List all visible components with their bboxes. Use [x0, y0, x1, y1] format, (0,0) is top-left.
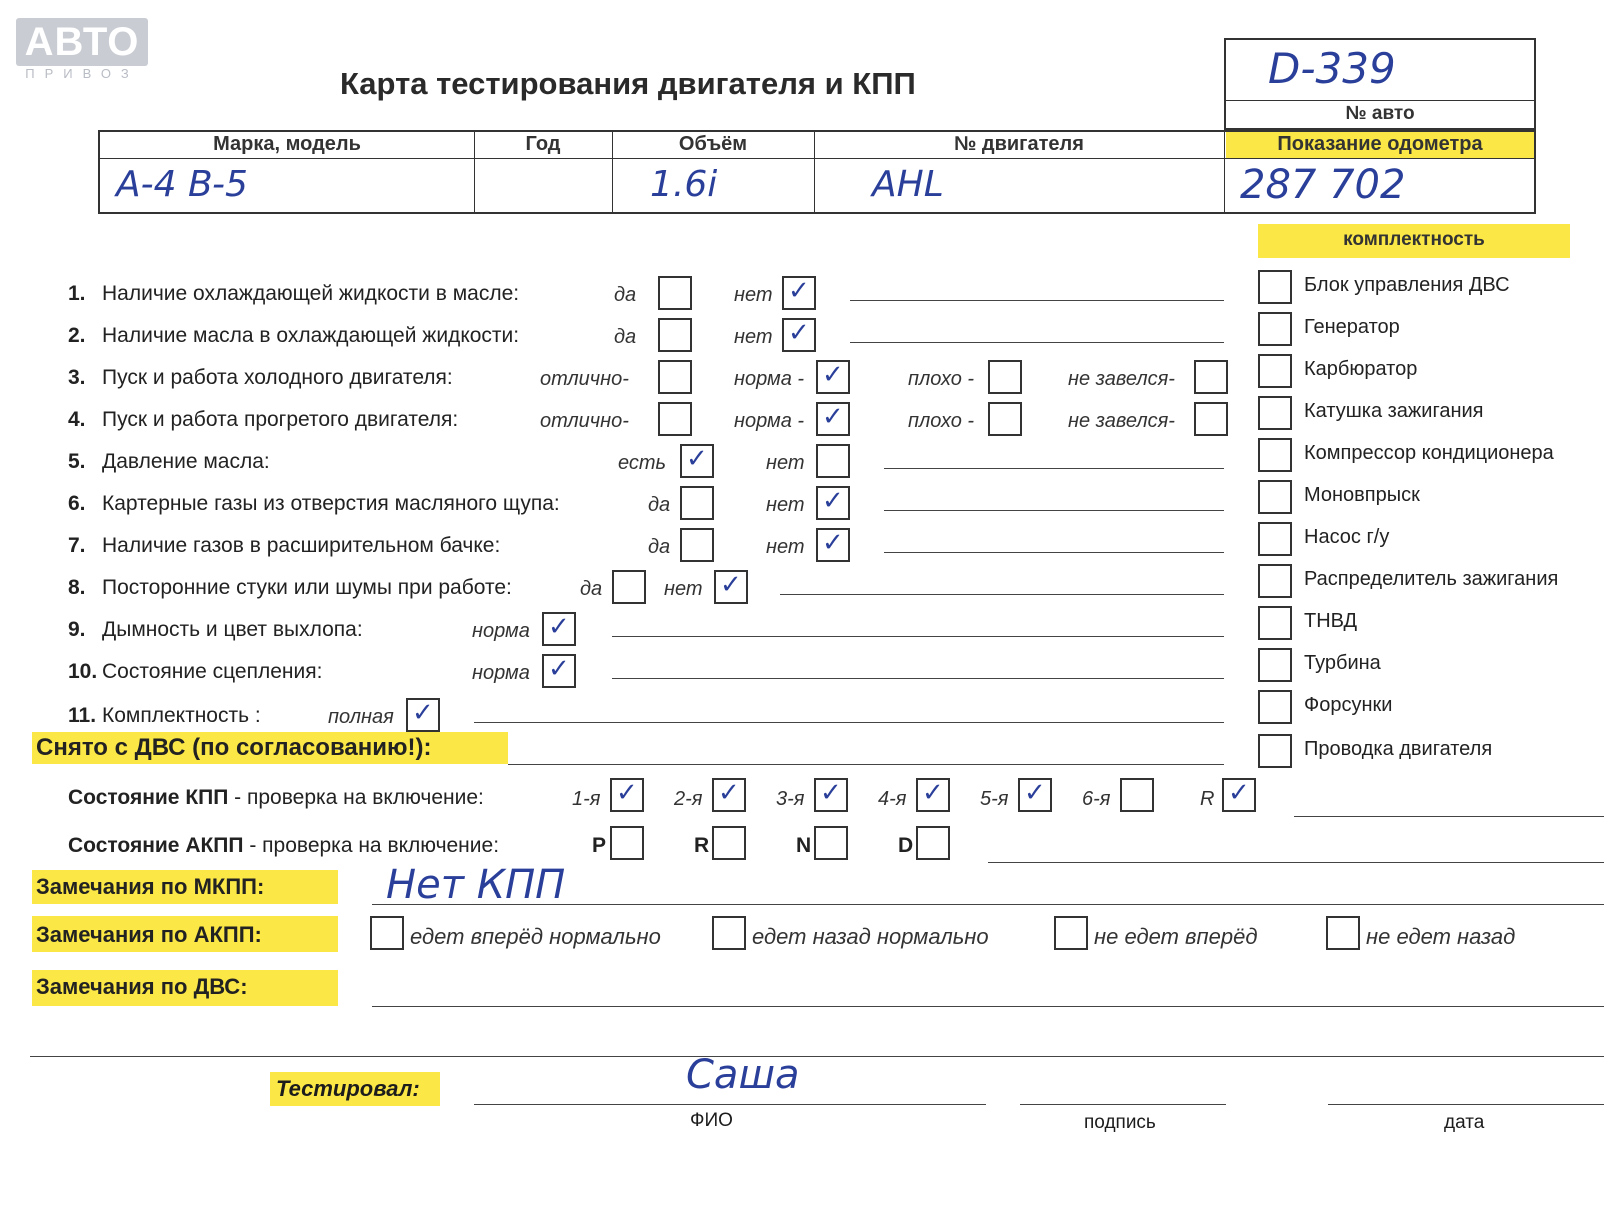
completeness-checkbox[interactable]	[1258, 396, 1292, 430]
tested-signature-name: Саша	[686, 1052, 800, 1098]
check-item-9	[68, 618, 363, 642]
check-text: Пуск и работа прогретого двигателя:	[102, 408, 459, 431]
check-item-7	[68, 534, 500, 558]
check-item-8	[68, 576, 512, 600]
dvs-remarks-label: Замечания по ДВС:	[36, 974, 248, 999]
check-option-checkbox[interactable]	[680, 444, 714, 478]
check-number: 6.	[68, 492, 86, 515]
logo-subtitle: ПРИВОЗ	[25, 66, 139, 81]
gear-label: 1-я	[572, 788, 601, 810]
col-volume: Объём	[678, 133, 748, 155]
completeness-item: Катушка зажигания	[1304, 400, 1484, 422]
check-line	[612, 678, 1224, 679]
check-option-checkbox[interactable]	[1194, 360, 1228, 394]
completeness-item: Блок управления ДВС	[1304, 274, 1510, 296]
completeness-title: комплектность	[1343, 229, 1485, 250]
logo: АВТО	[16, 18, 148, 66]
check-option-label: да	[614, 284, 637, 306]
gear-checkbox[interactable]	[712, 778, 746, 812]
model-value: A-4 B-5	[116, 164, 248, 205]
completeness-checkbox[interactable]	[1258, 690, 1292, 724]
check-option-checkbox[interactable]	[612, 570, 646, 604]
check-option-label: норма -	[734, 410, 805, 432]
akpp-mode-label: P	[592, 834, 607, 857]
dvs-line	[372, 1006, 1604, 1007]
check-option-checkbox[interactable]	[1194, 402, 1228, 436]
akpp-mode-checkbox[interactable]	[712, 826, 746, 860]
removed-line	[508, 764, 1224, 765]
check-option-checkbox[interactable]	[542, 612, 576, 646]
check-mark: ✓	[922, 778, 944, 808]
check-option-label: не завелся-	[1068, 410, 1175, 432]
gear-label: 5-я	[980, 788, 1009, 810]
check-option-label: да	[648, 536, 671, 558]
check-option-label: норма	[472, 662, 530, 684]
gear-checkbox[interactable]	[1120, 778, 1154, 812]
check-mark: ✓	[822, 486, 844, 516]
check-option-checkbox[interactable]	[680, 486, 714, 520]
check-number: 1.	[68, 282, 86, 305]
akpp-label-bold: Состояние АКПП	[68, 834, 244, 857]
completeness-item: Генератор	[1304, 316, 1400, 338]
check-mark: ✓	[822, 528, 844, 558]
check-mark: ✓	[822, 360, 844, 390]
completeness-checkbox[interactable]	[1258, 438, 1292, 472]
gear-checkbox[interactable]	[1222, 778, 1256, 812]
check-option-label: нет	[664, 578, 703, 600]
check-mark: ✓	[788, 318, 810, 348]
check-number: 7.	[68, 534, 86, 557]
check-mark: ✓	[412, 698, 434, 728]
check-item-4	[68, 408, 458, 432]
check-mark: ✓	[718, 778, 740, 808]
col-year: Год	[525, 133, 561, 155]
divider	[1226, 100, 1534, 101]
completeness-checkbox[interactable]	[1258, 354, 1292, 388]
completeness-checkbox[interactable]	[1258, 648, 1292, 682]
dvs-line-2	[30, 1056, 1604, 1057]
kpp-label-rest: - проверка на включение:	[228, 786, 484, 809]
fio-line	[474, 1104, 986, 1105]
check-option-checkbox[interactable]	[542, 654, 576, 688]
akpp-mode-label: N	[796, 834, 812, 857]
check-mark: ✓	[1228, 778, 1250, 808]
mkpp-line	[372, 904, 1604, 905]
check-line	[474, 722, 1224, 723]
completeness-item: Распределитель зажигания	[1304, 568, 1559, 590]
check-item-1	[68, 282, 519, 306]
check-number: 3.	[68, 366, 86, 389]
signature-caption: подпись	[1084, 1112, 1156, 1133]
check-option-label: нет	[766, 452, 805, 474]
signature-line	[1020, 1104, 1226, 1105]
auto-number-label: № авто	[1345, 103, 1415, 124]
check-option-checkbox[interactable]	[816, 360, 850, 394]
check-mark: ✓	[616, 778, 638, 808]
check-mark: ✓	[788, 276, 810, 306]
check-option-label: нет	[766, 536, 805, 558]
akpp-remark-label: не едет назад	[1366, 924, 1516, 949]
akpp-label	[68, 834, 499, 858]
check-option-checkbox[interactable]	[658, 318, 692, 352]
akpp-mode-checkbox[interactable]	[814, 826, 848, 860]
gear-checkbox[interactable]	[916, 778, 950, 812]
completeness-item: Форсунки	[1304, 694, 1393, 716]
check-option-checkbox[interactable]	[816, 528, 850, 562]
check-text: Наличие охлаждающей жидкости в масле:	[102, 282, 520, 305]
check-text: Пуск и работа холодного двигателя:	[102, 366, 453, 389]
check-text: Давление масла:	[102, 450, 270, 473]
check-item-2	[68, 324, 519, 348]
col-odometer: Показание одометра	[1277, 133, 1483, 155]
volume-value: 1.6i	[650, 164, 718, 205]
check-option-label: норма	[472, 620, 530, 642]
check-option-label: полная	[328, 706, 394, 728]
date-line	[1328, 1104, 1604, 1105]
check-option-checkbox[interactable]	[680, 528, 714, 562]
check-line	[850, 342, 1224, 343]
akpp-mode-label: R	[694, 834, 710, 857]
check-text: Состояние сцепления:	[102, 660, 323, 683]
check-number: 11.	[68, 704, 97, 727]
gear-label: 4-я	[878, 788, 907, 810]
check-number: 4.	[68, 408, 86, 431]
check-option-label: нет	[734, 326, 773, 348]
check-line	[884, 468, 1224, 469]
check-option-label: да	[614, 326, 637, 348]
akpp-remark-checkbox[interactable]	[1054, 916, 1088, 950]
divider	[1224, 132, 1225, 212]
check-option-label: да	[580, 578, 603, 600]
check-option-checkbox[interactable]	[658, 360, 692, 394]
check-option-label: отлично-	[540, 368, 629, 390]
check-text: Дымность и цвет выхлопа:	[102, 618, 363, 641]
check-mark: ✓	[548, 612, 570, 642]
check-mark: ✓	[822, 402, 844, 432]
akpp-remark-checkbox[interactable]	[370, 916, 404, 950]
divider	[100, 158, 1534, 159]
completeness-checkbox[interactable]	[1258, 734, 1292, 768]
check-option-checkbox[interactable]	[816, 486, 850, 520]
akpp-remark-label: едет назад нормально	[752, 924, 989, 949]
check-option-checkbox[interactable]	[816, 444, 850, 478]
check-text: Комплектность :	[102, 704, 261, 727]
akpp-remark-label: едет вперёд нормально	[410, 924, 661, 949]
odometer-value: 287 702	[1240, 162, 1406, 208]
completeness-checkbox[interactable]	[1258, 270, 1292, 304]
check-option-checkbox[interactable]	[988, 360, 1022, 394]
check-option-checkbox[interactable]	[782, 276, 816, 310]
akpp-remark-checkbox[interactable]	[1326, 916, 1360, 950]
gear-label: 2-я	[674, 788, 703, 810]
gear-label: 3-я	[776, 788, 805, 810]
check-line	[612, 636, 1224, 637]
col-model: Марка, модель	[213, 133, 361, 155]
check-line	[884, 552, 1224, 553]
gear-checkbox[interactable]	[814, 778, 848, 812]
completeness-item: Компрессор кондиционера	[1304, 442, 1554, 464]
check-option-checkbox[interactable]	[658, 276, 692, 310]
akpp-mode-checkbox[interactable]	[916, 826, 950, 860]
check-item-5	[68, 450, 270, 474]
check-number: 10.	[68, 660, 98, 683]
check-option-checkbox[interactable]	[714, 570, 748, 604]
akpp-label-rest: - проверка на включение:	[243, 834, 500, 857]
removed-label: Снято с ДВС (по согласованию!):	[36, 734, 432, 761]
completeness-checkbox[interactable]	[1258, 606, 1292, 640]
check-option-label: отлично-	[540, 410, 629, 432]
completeness-item: ТНВД	[1304, 610, 1358, 632]
check-item-3	[68, 366, 453, 390]
completeness-item: Карбюратор	[1304, 358, 1418, 380]
check-option-label: норма -	[734, 368, 805, 390]
akpp-remark-checkbox[interactable]	[712, 916, 746, 950]
check-option-checkbox[interactable]	[988, 402, 1022, 436]
check-line	[884, 510, 1224, 511]
check-option-label: плохо -	[908, 410, 975, 432]
check-option-checkbox[interactable]	[406, 698, 440, 732]
check-mark: ✓	[820, 778, 842, 808]
check-option-label: не завелся-	[1068, 368, 1175, 390]
akpp-line	[988, 862, 1604, 863]
completeness-item: Проводка двигателя	[1304, 738, 1493, 760]
engine-no-value: AHL	[872, 164, 944, 205]
page-title: Карта тестирования двигателя и КПП	[340, 66, 916, 101]
check-number: 2.	[68, 324, 86, 347]
mkpp-remarks-value: Нет КПП	[386, 862, 566, 908]
gear-label: R	[1200, 788, 1215, 810]
check-text: Картерные газы из отверстия масляного щупа:	[102, 492, 560, 515]
gear-checkbox[interactable]	[610, 778, 644, 812]
check-item-10	[68, 660, 322, 684]
fio-caption: ФИО	[690, 1110, 733, 1131]
check-item-11	[68, 704, 261, 728]
check-number: 5.	[68, 450, 86, 473]
check-mark: ✓	[686, 444, 708, 474]
akpp-mode-label: D	[898, 834, 914, 857]
check-option-label: нет	[734, 284, 773, 306]
tested-label: Тестировал:	[276, 1076, 420, 1101]
check-text: Наличие газов в расширительном бачке:	[102, 534, 501, 557]
completeness-checkbox[interactable]	[1258, 522, 1292, 556]
check-option-label: плохо -	[908, 368, 975, 390]
kpp-label	[68, 786, 484, 810]
check-mark: ✓	[548, 654, 570, 684]
check-mark: ✓	[1024, 778, 1046, 808]
akpp-remark-label: не едет вперёд	[1094, 924, 1258, 949]
check-option-checkbox[interactable]	[782, 318, 816, 352]
check-number: 8.	[68, 576, 86, 599]
completeness-item: Турбина	[1304, 652, 1381, 674]
check-line	[780, 594, 1224, 595]
check-text: Посторонние стуки или шумы при работе:	[102, 576, 512, 599]
gear-checkbox[interactable]	[1018, 778, 1052, 812]
check-option-label: да	[648, 494, 671, 516]
auto-number-value: D-339	[1268, 44, 1396, 93]
check-option-checkbox[interactable]	[816, 402, 850, 436]
completeness-item: Моновпрыск	[1304, 484, 1420, 506]
check-item-6	[68, 492, 560, 516]
kpp-line	[1294, 816, 1604, 817]
akpp-mode-checkbox[interactable]	[610, 826, 644, 860]
mkpp-remarks-label: Замечания по МКПП:	[36, 874, 265, 899]
check-option-label: нет	[766, 494, 805, 516]
check-option-label: есть	[618, 452, 667, 474]
check-line	[850, 300, 1224, 301]
check-number: 9.	[68, 618, 86, 641]
completeness-checkbox[interactable]	[1258, 564, 1292, 598]
gear-label: 6-я	[1082, 788, 1111, 810]
completeness-checkbox[interactable]	[1258, 312, 1292, 346]
check-mark: ✓	[720, 570, 742, 600]
col-engine-no: № двигателя	[954, 133, 1084, 155]
check-text: Наличие масла в охлаждающей жидкости:	[102, 324, 520, 347]
check-option-checkbox[interactable]	[658, 402, 692, 436]
date-caption: дата	[1444, 1112, 1485, 1133]
akpp-remarks-label: Замечания по АКПП:	[36, 922, 262, 947]
kpp-label-bold: Состояние КПП	[68, 786, 229, 809]
completeness-checkbox[interactable]	[1258, 480, 1292, 514]
completeness-item: Насос г/у	[1304, 526, 1390, 548]
